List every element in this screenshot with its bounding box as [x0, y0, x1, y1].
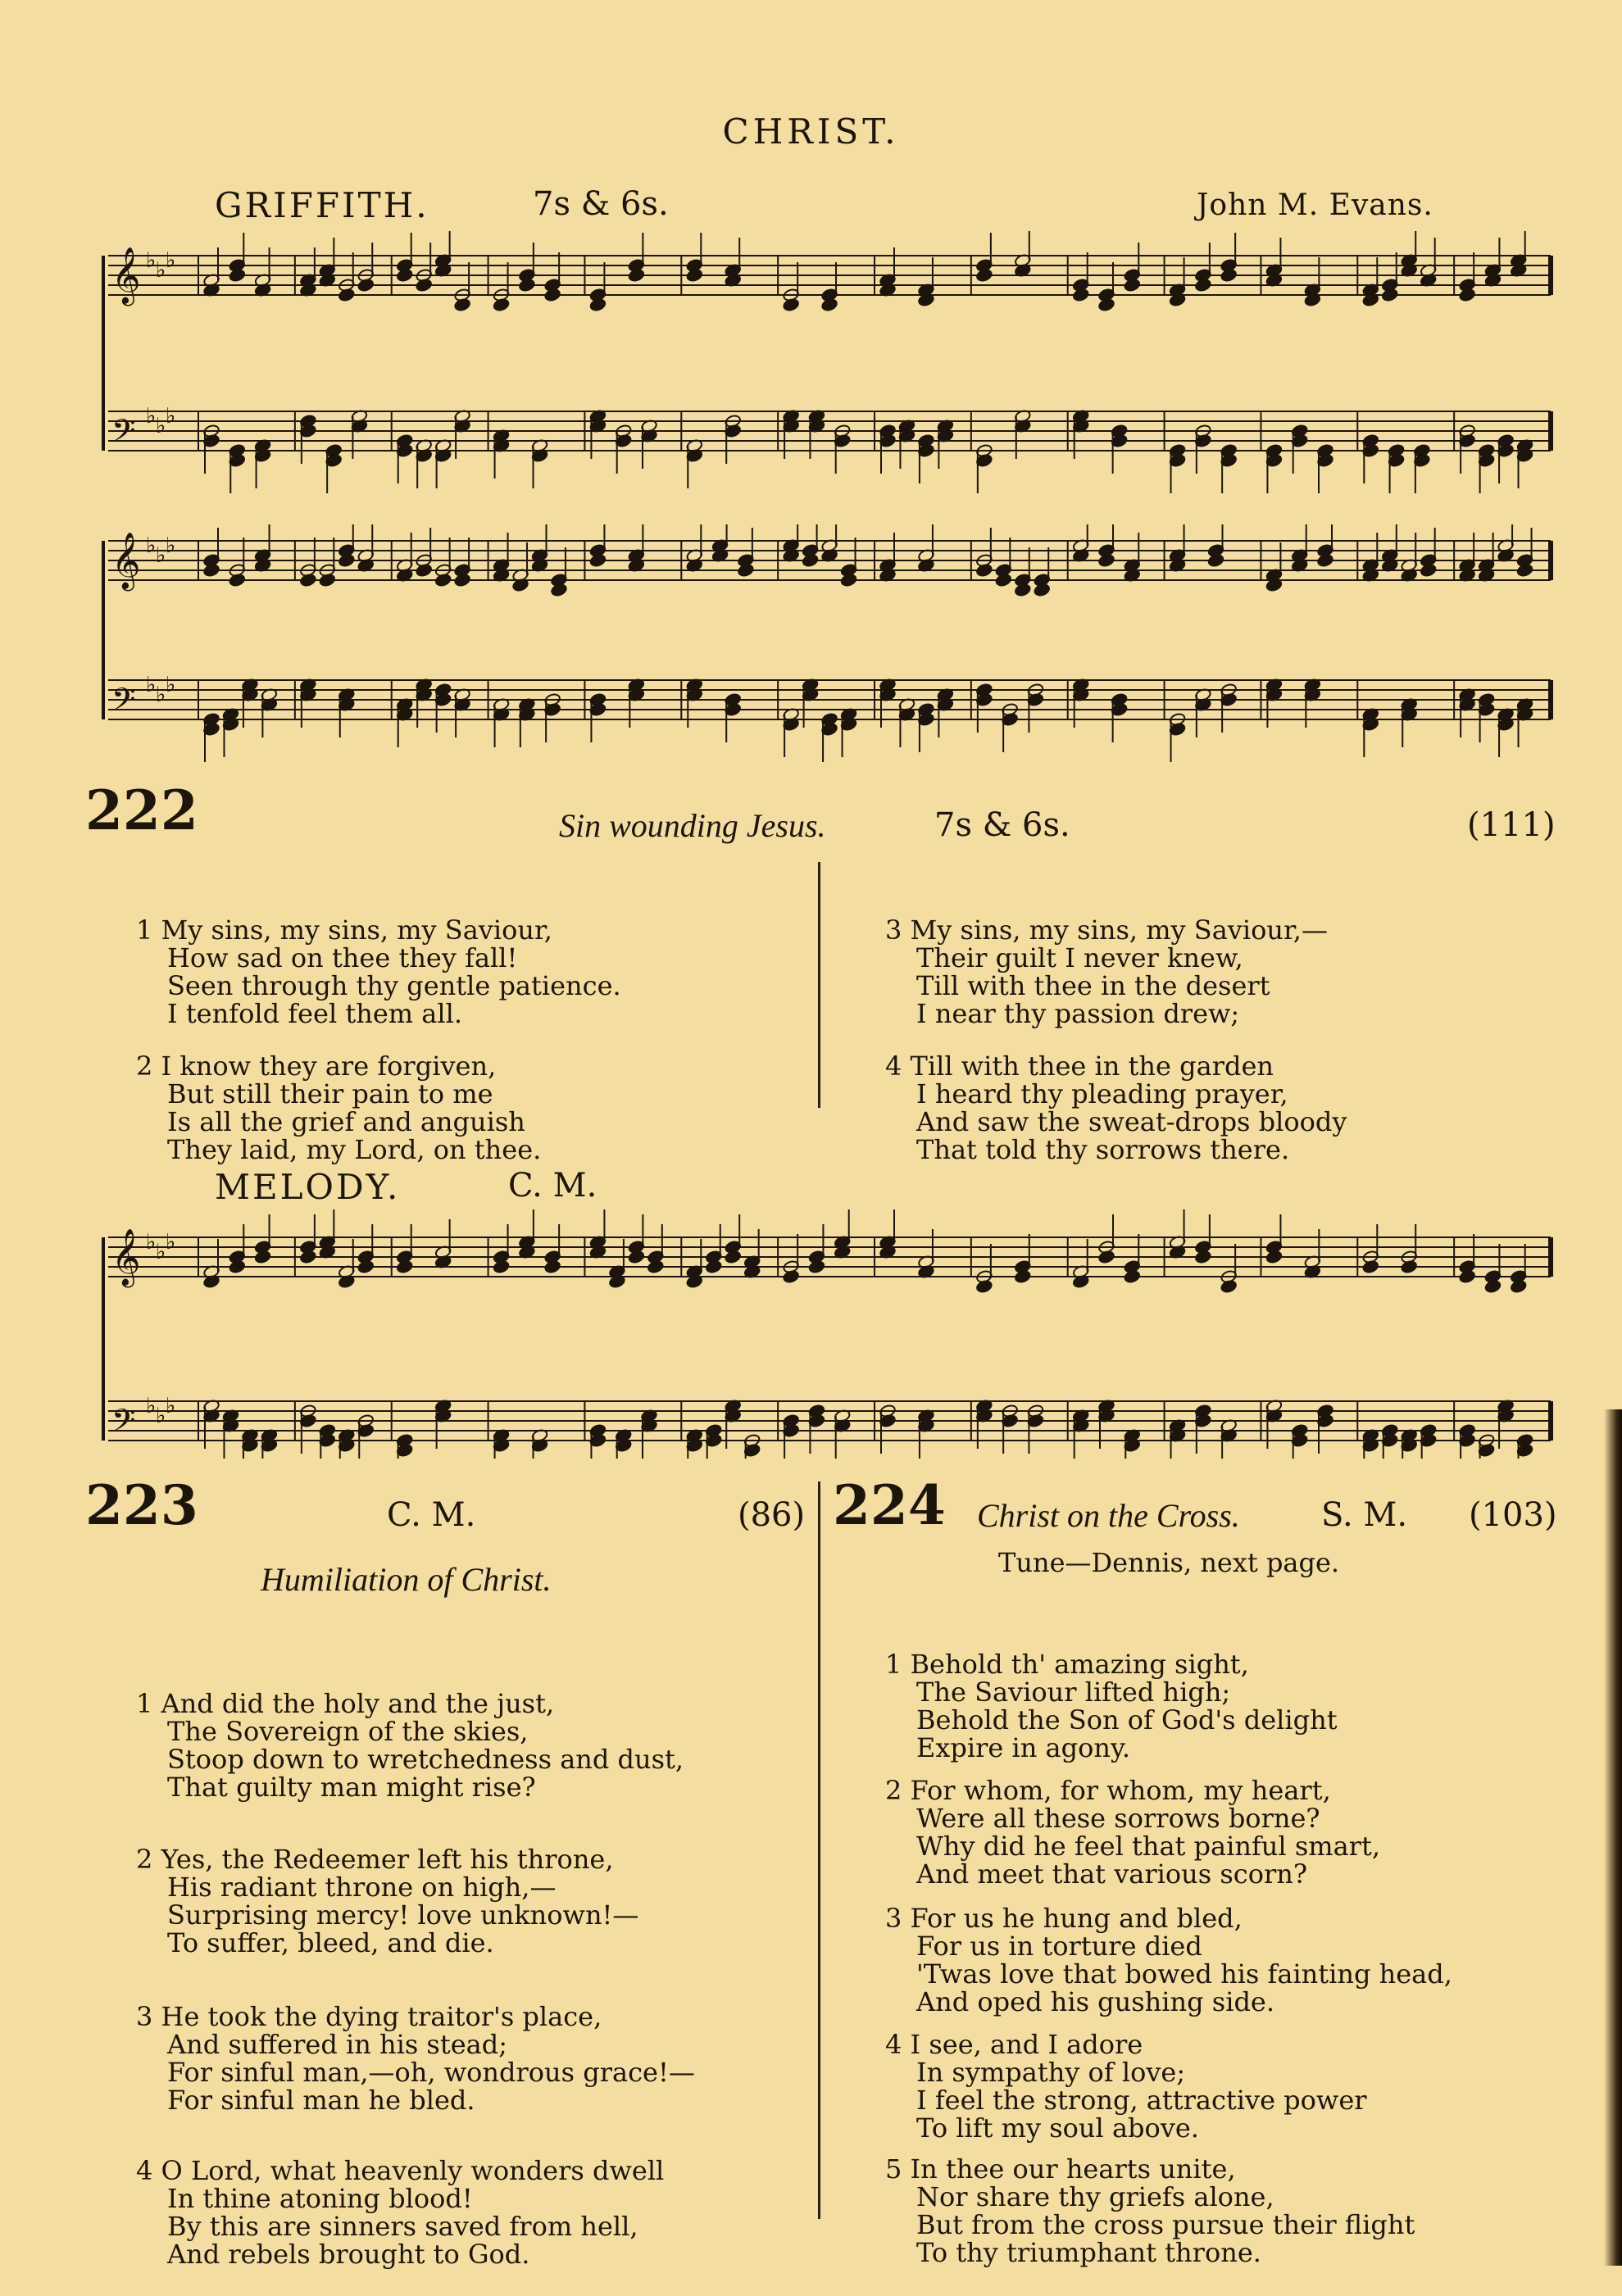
- hymn-222-stanza-1: 1 My sins, my sins, my Saviour, How sad on thee they fall! Seen through thy gentle patience. I tenfold feel them all.: [136, 914, 621, 1029]
- music-system-griffith-2: [92, 524, 1559, 770]
- hymn-224-subject: Christ on the Cross.: [977, 1497, 1240, 1534]
- hymn-222-stanza-4: 4 Till with thee in the garden I heard thy pleading prayer, And saw the sweat-drops bloody That told thy sorrows there.: [885, 1050, 1347, 1165]
- hymn-224-stanza-4: 4 I see, and I adore In sympathy of love; I feel the strong, attractive power To lift my soul above.: [885, 2029, 1367, 2144]
- key-signature-flat: ♭: [146, 1230, 157, 1255]
- hymn-224-stanza-3: 3 For us he hung and bled, For us in torture died 'Twas love that bowed his fainting head, And oped his gushing side.: [885, 1903, 1452, 2017]
- key-signature-flat: ♭: [156, 543, 166, 568]
- key-signature-flat: ♭: [146, 673, 157, 697]
- key-signature-flat: ♭: [166, 248, 176, 273]
- key-signature-flat: ♭: [166, 533, 176, 558]
- hymn-224-tune-line: Tune—Dennis, next page.: [998, 1547, 1340, 1578]
- key-signature-flat: ♭: [156, 1404, 166, 1428]
- hymn-223-meter: C. M.: [387, 1496, 476, 1534]
- hymn-223-stanza-4: 4 O Lord, what heavenly wonders dwell In thine atoning blood! By this are sinners saved from hell, And rebels brought to God.: [136, 2155, 665, 2270]
- page-binding-shadow: [1604, 1409, 1622, 2266]
- hymn-222-meter: 7s & 6s.: [934, 806, 1070, 844]
- bass-clef: 𝄢: [111, 1402, 136, 1446]
- key-signature-flat: ♭: [156, 683, 166, 707]
- key-signature-flat: ♭: [156, 414, 166, 438]
- hymn-number-223: 223: [85, 1473, 198, 1537]
- column-divider-222: [818, 862, 820, 1108]
- bass-clef: 𝄢: [111, 412, 136, 456]
- tune-name-melody: MELODY.: [215, 1167, 401, 1207]
- bass-clef: 𝄢: [111, 681, 136, 725]
- music-system-griffith-1: [92, 231, 1559, 510]
- key-signature-flat: ♭: [166, 1230, 176, 1255]
- hymn-223-title: Humiliation of Christ.: [261, 1561, 552, 1598]
- hymn-223-stanza-1: 1 And did the holy and the just, The Sovereign of the skies, Stoop down to wretchedness and dust, That guilty man might rise?: [136, 1688, 684, 1803]
- tune-name-griffith: GRIFFITH.: [215, 185, 429, 225]
- treble-clef: 𝄞: [111, 1228, 141, 1286]
- hymn-223-stanza-2: 2 Yes, the Redeemer left his throne, His radiant throne on high,— Surprising mercy! love unknown!— To suffer, bleed, and die.: [136, 1844, 639, 1958]
- key-signature-flat: ♭: [146, 404, 157, 429]
- tune-meter-melody: C. M.: [508, 1167, 597, 1205]
- key-signature-flat: ♭: [156, 258, 166, 283]
- key-signature-flat: ♭: [146, 248, 157, 273]
- hymn-224-stanza-5: 5 In thee our hearts unite, Nor share thy griefs alone, But from the cross pursue their flight To thy triumphant throne.: [885, 2153, 1415, 2268]
- hymn-224-reference: (103): [1469, 1496, 1557, 1534]
- hymn-223-stanza-3: 3 He took the dying traitor's place, And suffered in his stead; For sinful man,—oh, wondrous grace!— For sinful man he bled.: [136, 2001, 695, 2116]
- key-signature-flat: ♭: [166, 1394, 176, 1418]
- section-title: CHRIST.: [722, 111, 900, 152]
- treble-clef: 𝄞: [111, 532, 141, 589]
- hymn-224-stanza-2: 2 For whom, for whom, my heart, Were all these sorrows borne? Why did he feel that painful smart, And meet that various scorn?: [885, 1775, 1380, 1890]
- hymn-number-224: 224: [833, 1473, 946, 1537]
- tune-meter-griffith: 7s & 6s.: [533, 185, 669, 223]
- hymn-224-meter: S. M.: [1321, 1496, 1408, 1534]
- music-system-melody: [92, 1205, 1559, 1459]
- column-divider-223-224: [818, 1482, 820, 2219]
- key-signature-flat: ♭: [146, 1394, 157, 1418]
- hymn-number-222: 222: [85, 778, 198, 842]
- hymn-222-reference: (111): [1467, 806, 1556, 844]
- key-signature-flat: ♭: [166, 404, 176, 429]
- hymn-224-stanza-1: 1 Behold th' amazing sight, The Saviour lifted high; Behold the Son of God's delight Expire in agony.: [885, 1649, 1338, 1763]
- hymn-222-subject: Sin wounding Jesus.: [559, 807, 826, 844]
- key-signature-flat: ♭: [166, 673, 176, 697]
- hymn-223-reference: (86): [738, 1496, 806, 1534]
- tune-composer: John M. Evans.: [1197, 188, 1433, 222]
- hymn-222-stanza-2: 2 I know they are forgiven, But still their pain to me Is all the grief and anguish They laid, my Lord, on thee.: [136, 1050, 542, 1165]
- treble-clef: 𝄞: [111, 247, 141, 304]
- key-signature-flat: ♭: [146, 533, 157, 558]
- hymn-222-stanza-3: 3 My sins, my sins, my Saviour,— Their guilt I never knew, Till with thee in the desert I near thy passion drew;: [885, 914, 1328, 1029]
- key-signature-flat: ♭: [156, 1240, 166, 1264]
